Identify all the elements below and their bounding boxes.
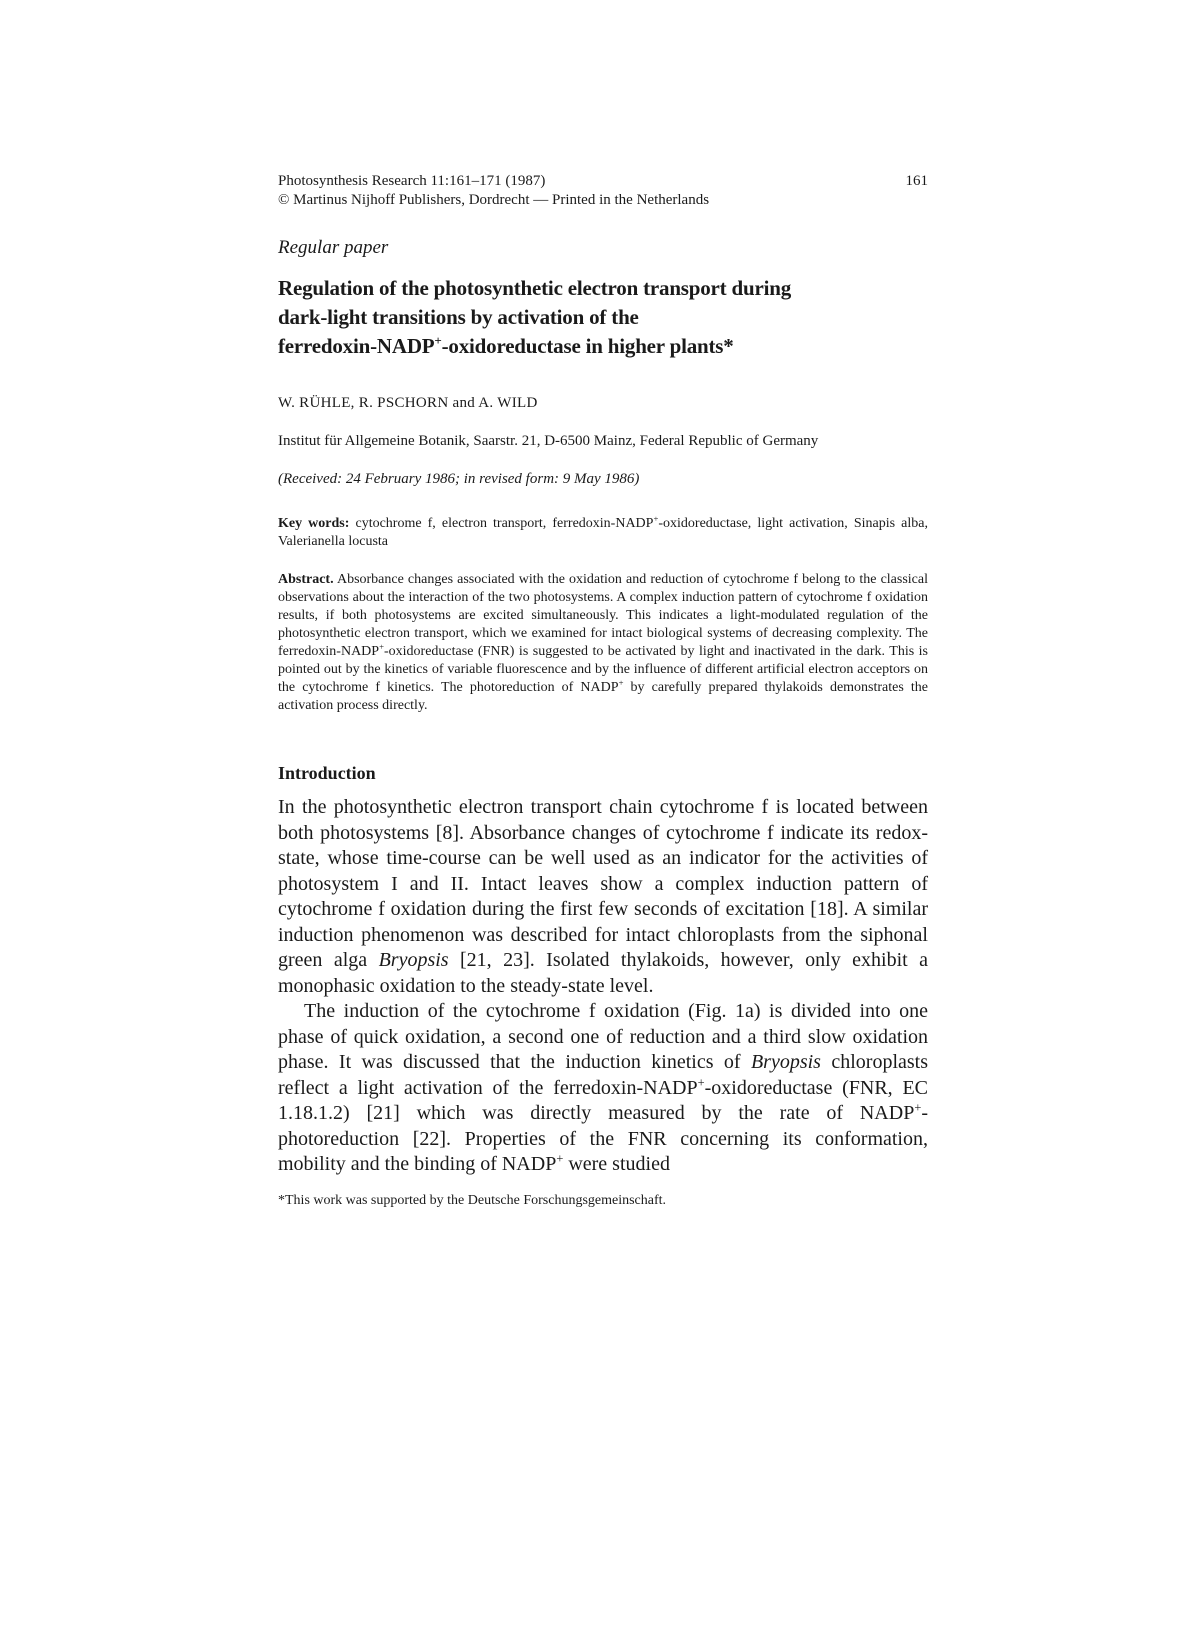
section-label: Regular paper — [278, 237, 389, 258]
abstract-text-1: Absorbance changes associated with the oxidation and reduction of cytochrome f belong to the classical observations about the interaction of the two photosystems. A complex induction pattern of cytochrome f oxidation results, if both photosystems are excited simultaneously. This indicates a light-modulated regulation of the photosynthetic electron transport, which we examined for intact biological systems of decreasing complexity. The ferredoxin-NADP — [278, 572, 928, 659]
running-header — [278, 172, 928, 210]
title-line-3 — [278, 332, 878, 361]
intro-p2-text-5: were studied — [563, 1153, 670, 1175]
paper-page — [278, 172, 928, 1210]
received-dates: (Received: 24 February 1986; in revised form: 9 May 1986) — [278, 471, 640, 487]
intro-p1-text-2: [21, 23]. Isolated thylakoids, however, only exhibit a monophasic oxidation to the steady-state level. — [278, 949, 928, 997]
title-line-3-part-1: ferredoxin-NADP — [278, 334, 435, 358]
authors: W. RÜHLE, R. PSCHORN and A. WILD — [278, 395, 538, 411]
intro-p2-superscript-1: + — [697, 1074, 705, 1089]
abstract-superscript-1: + — [379, 641, 384, 652]
intro-p2-superscript-3: + — [556, 1151, 564, 1166]
introduction-heading: Introduction — [278, 763, 376, 783]
intro-p2-italic: Bryopsis — [750, 1051, 821, 1073]
intro-p1-italic: Bryopsis — [378, 949, 449, 971]
intro-p2-text-3: -oxidoreductase (FNR, EC 1.18.1.2) [21] which was directly measured by the rate of NADP — [278, 1076, 928, 1124]
keywords-text-1: cytochrome f, electron transport, ferredoxin-NADP — [349, 516, 654, 531]
paper-title — [278, 274, 878, 361]
keywords — [278, 515, 928, 551]
intro-p2-text-2: chloroplasts reflect a light activation of the ferredoxin-NADP — [278, 1051, 929, 1099]
title-superscript: + — [434, 333, 442, 348]
publisher-line: © Martinus Nijhoff Publishers, Dordrecht — Printed in the Netherlands — [278, 192, 710, 208]
intro-p2-superscript-2: + — [914, 1100, 922, 1115]
keywords-label: Key words: — [278, 516, 350, 531]
abstract — [278, 571, 928, 715]
intro-p2-text-1: The induction of the cytochrome f oxidation (Fig. 1a) is divided into one phase of quick oxidation, a second one of reduction and a third slow oxidation phase. It was discussed that the induction kinetics of — [278, 1000, 928, 1073]
title-line-1: Regulation of the photosynthetic electron transport during — [278, 276, 792, 300]
footnote: *This work was supported by the Deutsche Forschungsgemeinschaft. — [278, 1192, 667, 1208]
page-number: 161 — [905, 173, 928, 189]
abstract-text-2: -oxidoreductase (FNR) is suggested to be activated by light and inactivated in the dark. This is pointed out by the kinetics of variable fluorescence and by the influence of different artificial electron acceptors on the cytochrome f kinetics. The photoreduction of NADP — [278, 644, 928, 695]
intro-p2-text-4: -photoreduction [22]. Properties of the FNR concerning its conformation, mobility and the binding of NADP — [278, 1102, 928, 1175]
introduction-paragraph-2 — [278, 999, 928, 1178]
keywords-superscript: + — [653, 513, 659, 524]
abstract-label: Abstract. — [278, 572, 334, 587]
affiliation: Institut für Allgemeine Botanik, Saarstr. 21, D-6500 Mainz, Federal Republic of Germany — [278, 433, 819, 449]
title-line-2: dark-light transitions by activation of the — [278, 305, 639, 329]
intro-p1-text-1: In the photosynthetic electron transport chain cytochrome f is located between both photosystems [8]. Absorbance changes of cytochrome f indicate its redox-state, whose time-course can be well used as an indicator for the activities of photosystem I and II. Intact leaves show a complex induction pattern of cytochrome f oxidation during the first few seconds of excitation [18]. A similar induction phenomenon was described for intact chloroplasts from the siphonal green alga — [278, 796, 928, 971]
title-line-3-part-2: -oxidoreductase in higher plants* — [441, 334, 734, 358]
abstract-text-3: by carefully prepared thylakoids demonstrates the activation process directly. — [278, 680, 929, 713]
introduction-paragraph-1 — [278, 795, 928, 999]
abstract-superscript-2: + — [618, 677, 624, 688]
journal-citation: Photosynthesis Research 11:161–171 (1987) — [278, 173, 546, 189]
keywords-text-2: -oxidoreductase, light activation, Sinapis alba, Valerianella locusta — [278, 516, 928, 549]
